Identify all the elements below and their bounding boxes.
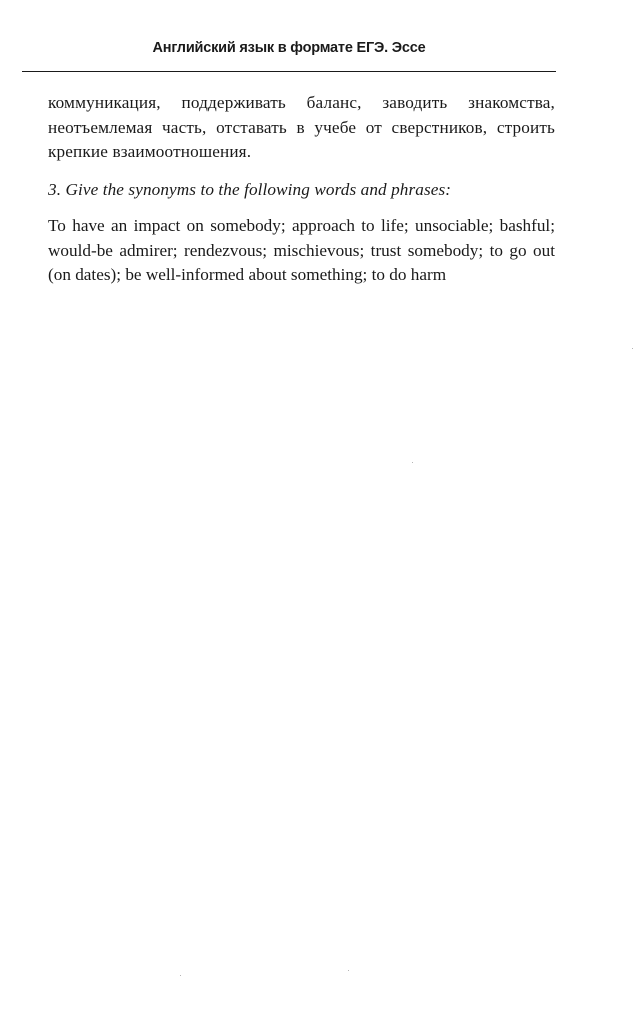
scan-speck xyxy=(180,975,181,976)
scan-speck xyxy=(348,970,349,971)
scan-speck xyxy=(632,348,633,349)
header-divider xyxy=(22,71,556,72)
russian-vocabulary-paragraph: коммуникация, поддерживать баланс, заводить знакомства, неотъемлемая часть, отставать в учебе от сверстников, строить крепкие взаимоотношения. xyxy=(48,93,555,162)
exercise-3-word-list: To have an impact on somebody; approach to life; unsociable; bashful; would-be admirer; rendezvous; mischievous; trust somebody; to go out (on dates); be well-informed about something; to do harm xyxy=(48,216,555,285)
running-header-title: Английский язык в формате ЕГЭ. Эссе xyxy=(152,40,426,56)
exercise-3-instruction: 3. Give the synonyms to the following words and phrases: xyxy=(48,180,452,199)
scan-speck xyxy=(412,462,413,463)
